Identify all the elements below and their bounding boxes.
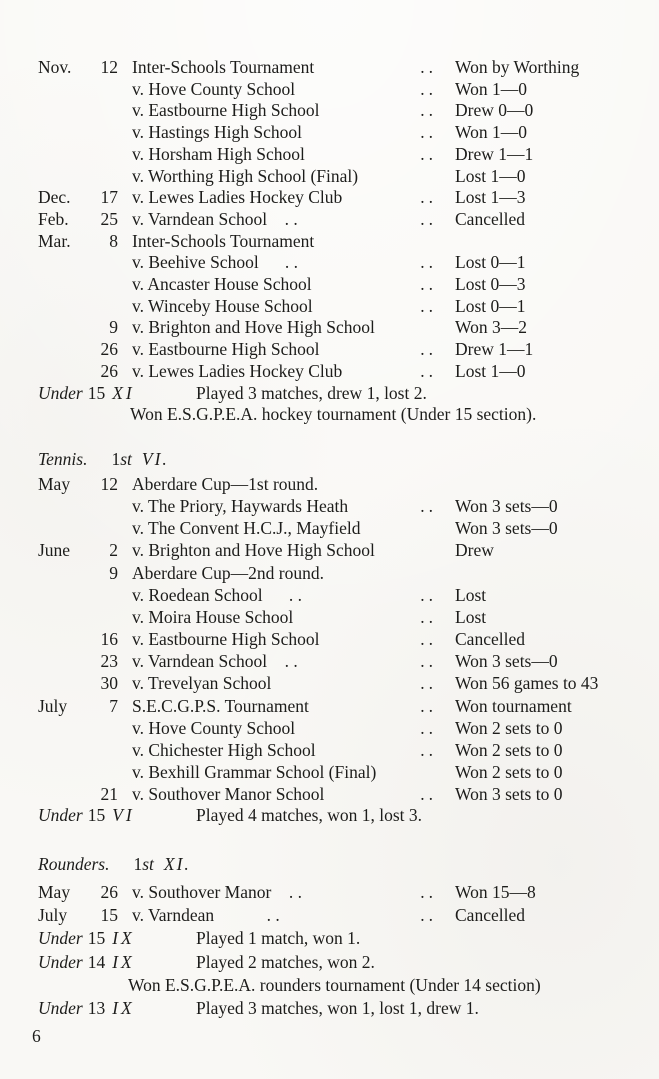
event-text: v. Chichester High School [132, 739, 316, 760]
month-cell: June [38, 540, 71, 561]
team-numeral: IX [112, 998, 135, 1019]
event-cell [118, 650, 455, 672]
month-cell [38, 274, 92, 296]
dot-leader: .. [420, 187, 437, 208]
result-row [38, 761, 647, 783]
month-cell: July [38, 695, 68, 716]
event-cell [118, 562, 455, 584]
summary-line [38, 997, 647, 1020]
month-cell [38, 296, 92, 318]
event-text: v. Eastbourne High School [132, 100, 320, 121]
event-text: v. Southover Manor School [132, 784, 325, 805]
month-cell [38, 252, 92, 274]
day-cell [92, 517, 118, 539]
result-row [38, 209, 647, 231]
team-numeral: IX [112, 951, 135, 972]
day-cell [92, 606, 118, 628]
result-cell: Lost [455, 584, 487, 605]
event-text: v. The Priory, Haywards Heath [132, 496, 349, 517]
month-cell [38, 672, 92, 694]
page-content [38, 57, 647, 1020]
result-cell: Won 56 games to 43 [455, 673, 599, 694]
day-cell [92, 122, 118, 144]
event-cell [118, 517, 455, 539]
result-cell: Won 1—0 [455, 122, 527, 143]
ordinal [111, 449, 131, 469]
result-cell: Won tournament [455, 695, 572, 716]
month-cell [38, 717, 92, 739]
event-text: v. Hove County School [132, 78, 296, 99]
tennis-section-heading [38, 448, 647, 470]
month-cell [38, 606, 92, 628]
summary-text: Played 3 matches, drew 1, lost 2. [196, 382, 427, 403]
day-cell: 30 [100, 673, 118, 694]
dot-leader: .. [420, 57, 437, 77]
dot-leader: .. [420, 584, 437, 605]
dot-leader: .. [420, 784, 437, 805]
month-cell: Nov. [38, 57, 72, 77]
event-cell [118, 144, 455, 166]
event-cell [118, 79, 455, 101]
result-cell: Drew 1—1 [455, 339, 534, 360]
team-numeral: XI [112, 382, 135, 403]
event-cell [118, 495, 455, 517]
event-cell [118, 904, 455, 927]
day-cell [92, 717, 118, 739]
result-row [38, 361, 647, 383]
day-cell: 26 [100, 360, 118, 381]
result-cell: Lost 0—3 [455, 274, 526, 295]
month-cell [38, 166, 92, 188]
month-cell: Dec. [38, 187, 71, 208]
month-cell: May [38, 473, 71, 494]
day-cell [92, 166, 118, 188]
result-row [38, 100, 647, 122]
result-row [38, 517, 647, 539]
hockey-results-section [38, 57, 647, 426]
result-cell: Drew 0—0 [455, 100, 534, 121]
event-text: v. Lewes Ladies Hockey Club [132, 187, 343, 208]
event-text: Aberdare Cup—1st round. [132, 473, 319, 494]
result-row [38, 650, 647, 672]
day-cell [92, 739, 118, 761]
event-cell [118, 339, 455, 361]
ordinal-number: 1 [111, 448, 121, 469]
summary-line [38, 383, 647, 405]
event-text: v. Winceby House School [132, 295, 313, 316]
result-cell: Won 2 sets to 0 [455, 717, 563, 738]
result-cell: Drew 1—1 [455, 143, 534, 164]
sport-name: Rounders. [38, 854, 110, 874]
result-row [38, 79, 647, 101]
result-row [38, 495, 647, 517]
event-text: v. Hastings High School [132, 122, 302, 143]
dot-leader [437, 166, 455, 188]
dot-leader [437, 562, 455, 584]
rounders-results-section [38, 853, 647, 1020]
day-cell [92, 296, 118, 318]
event-text: v. Southover Manor . . [132, 882, 302, 902]
event-cell [118, 274, 455, 296]
event-text: v. Lewes Ladies Hockey Club [132, 360, 343, 381]
dot-leader [437, 231, 455, 253]
day-cell [92, 495, 118, 517]
dot-leader [437, 473, 455, 495]
under-label: Under [38, 382, 83, 403]
result-cell: Won 2 sets to 0 [455, 761, 563, 782]
dot-leader: .. [420, 360, 437, 381]
day-cell [92, 761, 118, 783]
day-cell: 2 [109, 540, 118, 561]
event-cell [118, 317, 455, 339]
result-row [38, 562, 647, 584]
event-cell [118, 166, 455, 188]
dot-leader [437, 517, 455, 539]
month-cell: July [38, 905, 68, 926]
month-cell [38, 650, 92, 672]
sport-name: Tennis. [38, 448, 88, 469]
month-cell [38, 517, 92, 539]
day-cell [92, 252, 118, 274]
event-text: v. Bexhill Grammar School (Final) [132, 761, 377, 782]
result-row [38, 473, 647, 495]
month-cell [38, 783, 92, 805]
day-cell: 21 [100, 784, 118, 805]
age-number: 13 [87, 998, 106, 1019]
result-cell: Won 3—2 [455, 317, 527, 338]
dot-leader: .. [420, 295, 437, 316]
dot-leader [437, 317, 455, 339]
result-row [38, 539, 647, 561]
event-cell [118, 122, 455, 144]
result-cell: Lost 1—0 [455, 165, 526, 186]
tournament-note: Won E.S.G.P.E.A. hockey tournament (Under 15 section). [130, 404, 537, 425]
summary-text: Played 4 matches, won 1, lost 3. [196, 805, 423, 826]
event-text: v. Hove County School [132, 717, 296, 738]
event-text: v. Varndean School . . [132, 208, 298, 229]
result-row [38, 881, 647, 904]
month-cell [38, 122, 92, 144]
event-cell [118, 584, 455, 606]
month-cell [38, 100, 92, 122]
result-row [38, 584, 647, 606]
result-cell: Won 1—0 [455, 78, 527, 99]
dot-leader: .. [420, 122, 437, 143]
day-cell [92, 584, 118, 606]
event-cell [118, 231, 455, 253]
tournament-note: Won E.S.G.P.E.A. rounders tournament (Under 14 section) [128, 974, 541, 995]
event-text: v. Varndean School . . [132, 651, 298, 672]
team-numeral: IX [112, 928, 135, 949]
month-cell: May [38, 882, 71, 902]
day-cell: 15 [100, 905, 118, 926]
day-cell: 7 [109, 695, 118, 716]
month-cell [38, 495, 92, 517]
event-text: v. Varndean . . [132, 905, 280, 926]
result-cell: Won 15—8 [455, 882, 536, 902]
team-numeral: VI [112, 805, 135, 826]
day-cell: 9 [109, 317, 118, 338]
result-row [38, 628, 647, 650]
result-row [38, 57, 647, 79]
dot-leader: .. [420, 717, 437, 738]
month-cell [38, 739, 92, 761]
summary-line [38, 927, 647, 950]
result-cell: Lost [455, 606, 487, 627]
dot-leader: .. [420, 651, 437, 672]
event-text: Aberdare Cup—2nd round. [132, 562, 324, 583]
day-cell: 8 [109, 230, 118, 251]
result-cell: Lost 1—3 [455, 187, 526, 208]
result-row [38, 717, 647, 739]
day-cell [92, 274, 118, 296]
day-cell: 9 [109, 562, 118, 583]
month-cell [38, 79, 92, 101]
day-cell: 23 [100, 651, 118, 672]
summary-line [38, 951, 647, 974]
month-cell [38, 761, 92, 783]
age-number: 15 [87, 928, 106, 949]
event-text: v. Moira House School [132, 606, 294, 627]
event-cell [118, 539, 455, 561]
result-cell: Lost 0—1 [455, 252, 526, 273]
month-cell [38, 562, 92, 584]
ordinal-number: 1 [133, 854, 143, 874]
result-cell: Won 3 sets—0 [455, 496, 558, 517]
result-cell: Won 3 sets—0 [455, 651, 558, 672]
result-cell: Won 3 sets to 0 [455, 784, 563, 805]
dot-leader: .. [420, 339, 437, 360]
dot-leader: .. [420, 739, 437, 760]
result-cell: Won 2 sets to 0 [455, 739, 563, 760]
result-cell: Won 3 sets—0 [455, 518, 558, 539]
month-cell [38, 361, 92, 383]
result-row [38, 739, 647, 761]
dot-leader [437, 761, 455, 783]
event-cell [118, 606, 455, 628]
dot-leader: .. [420, 252, 437, 273]
day-cell: 26 [100, 339, 118, 360]
dot-leader: .. [420, 208, 437, 229]
event-text: v. Brighton and Hove High School [132, 317, 375, 338]
under-label: Under [38, 805, 83, 826]
month-cell [38, 339, 92, 361]
result-row [38, 252, 647, 274]
day-cell: 12 [100, 473, 118, 494]
result-row [38, 904, 647, 927]
dot-leader: .. [420, 143, 437, 164]
age-number: 15 [87, 805, 106, 826]
result-row [38, 274, 647, 296]
event-cell [118, 187, 455, 209]
event-cell [118, 783, 455, 805]
rounders-section-heading [38, 853, 647, 875]
event-cell [118, 739, 455, 761]
page-number: 6 [32, 1026, 41, 1046]
event-text: v. Eastbourne High School [132, 629, 320, 650]
dot-leader: .. [420, 100, 437, 121]
dot-leader: .. [420, 695, 437, 716]
age-number: 14 [87, 951, 106, 972]
result-row [38, 166, 647, 188]
event-cell [118, 209, 455, 231]
event-cell [118, 672, 455, 694]
day-cell: 25 [100, 208, 118, 229]
dot-leader: .. [420, 606, 437, 627]
result-row [38, 187, 647, 209]
event-text: v. Worthing High School (Final) [132, 165, 359, 186]
result-cell: Lost 1—0 [455, 360, 526, 381]
dot-leader: .. [420, 629, 437, 650]
result-row [38, 317, 647, 339]
ordinal-suffix: st [120, 448, 132, 469]
event-text: v. Roedean School . . [132, 584, 302, 605]
event-text: v. The Convent H.C.J., Mayfield [132, 518, 361, 539]
under-label: Under [38, 928, 83, 949]
day-cell: 26 [100, 882, 118, 902]
ordinal-suffix: st [142, 854, 154, 874]
result-cell: Lost 0—1 [455, 295, 526, 316]
event-cell [118, 628, 455, 650]
dot-leader: .. [420, 673, 437, 694]
event-cell [118, 717, 455, 739]
event-text: Inter-Schools Tournament [132, 230, 315, 251]
event-text: Inter-Schools Tournament [132, 57, 315, 77]
day-cell: 17 [100, 187, 118, 208]
result-cell [455, 473, 647, 495]
result-row [38, 606, 647, 628]
event-cell [118, 296, 455, 318]
result-cell: Cancelled [455, 629, 525, 650]
day-cell [92, 144, 118, 166]
month-cell [38, 144, 92, 166]
result-row [38, 339, 647, 361]
month-cell: Mar. [38, 230, 71, 251]
month-cell [38, 317, 92, 339]
tennis-results-section [38, 448, 647, 827]
result-row [38, 144, 647, 166]
age-number: 15 [87, 382, 106, 403]
event-cell [118, 881, 455, 904]
month-cell [38, 628, 92, 650]
result-cell: Cancelled [455, 905, 525, 926]
event-text: v. Ancaster House School [132, 274, 312, 295]
result-cell: Cancelled [455, 208, 525, 229]
summary-text: Played 2 matches, won 2. [196, 951, 375, 972]
day-cell [92, 79, 118, 101]
result-row [38, 672, 647, 694]
day-cell: 16 [100, 629, 118, 650]
result-row [38, 783, 647, 805]
event-text: v. Beehive School . . [132, 252, 299, 273]
dot-leader: .. [420, 496, 437, 517]
event-text: v. Eastbourne High School [132, 339, 320, 360]
event-cell [118, 473, 455, 495]
day-cell [92, 100, 118, 122]
result-cell [455, 231, 647, 253]
event-cell [118, 252, 455, 274]
event-cell [118, 100, 455, 122]
team-numeral: VI. [141, 448, 169, 469]
dot-leader: .. [420, 905, 437, 926]
summary-text: Played 3 matches, won 1, lost 1, drew 1. [196, 998, 479, 1019]
event-text: v. Horsham High School [132, 143, 305, 164]
event-text: v. Brighton and Hove High School [132, 540, 375, 561]
result-row [38, 695, 647, 717]
team-numeral: XI. [163, 854, 191, 874]
event-cell [118, 361, 455, 383]
under-label: Under [38, 951, 83, 972]
dot-leader: .. [420, 882, 437, 902]
event-cell [118, 761, 455, 783]
dot-leader: .. [420, 274, 437, 295]
result-cell [455, 562, 647, 584]
month-cell: Feb. [38, 208, 69, 229]
under-label: Under [38, 998, 83, 1019]
summary-text: Played 1 match, won 1. [196, 928, 361, 949]
result-row [38, 122, 647, 144]
summary-line [38, 805, 647, 827]
event-text: v. Trevelyan School [132, 673, 272, 694]
event-cell [118, 695, 455, 717]
result-row [38, 296, 647, 318]
day-cell: 12 [100, 57, 118, 77]
result-row [38, 231, 647, 253]
event-cell [118, 57, 455, 79]
month-cell [38, 584, 92, 606]
result-cell: Drew [455, 540, 494, 561]
event-text: S.E.C.G.P.S. Tournament [132, 695, 309, 716]
dot-leader: .. [420, 78, 437, 99]
result-cell: Won by Worthing [455, 57, 580, 77]
dot-leader [437, 539, 455, 561]
ordinal [133, 854, 153, 874]
